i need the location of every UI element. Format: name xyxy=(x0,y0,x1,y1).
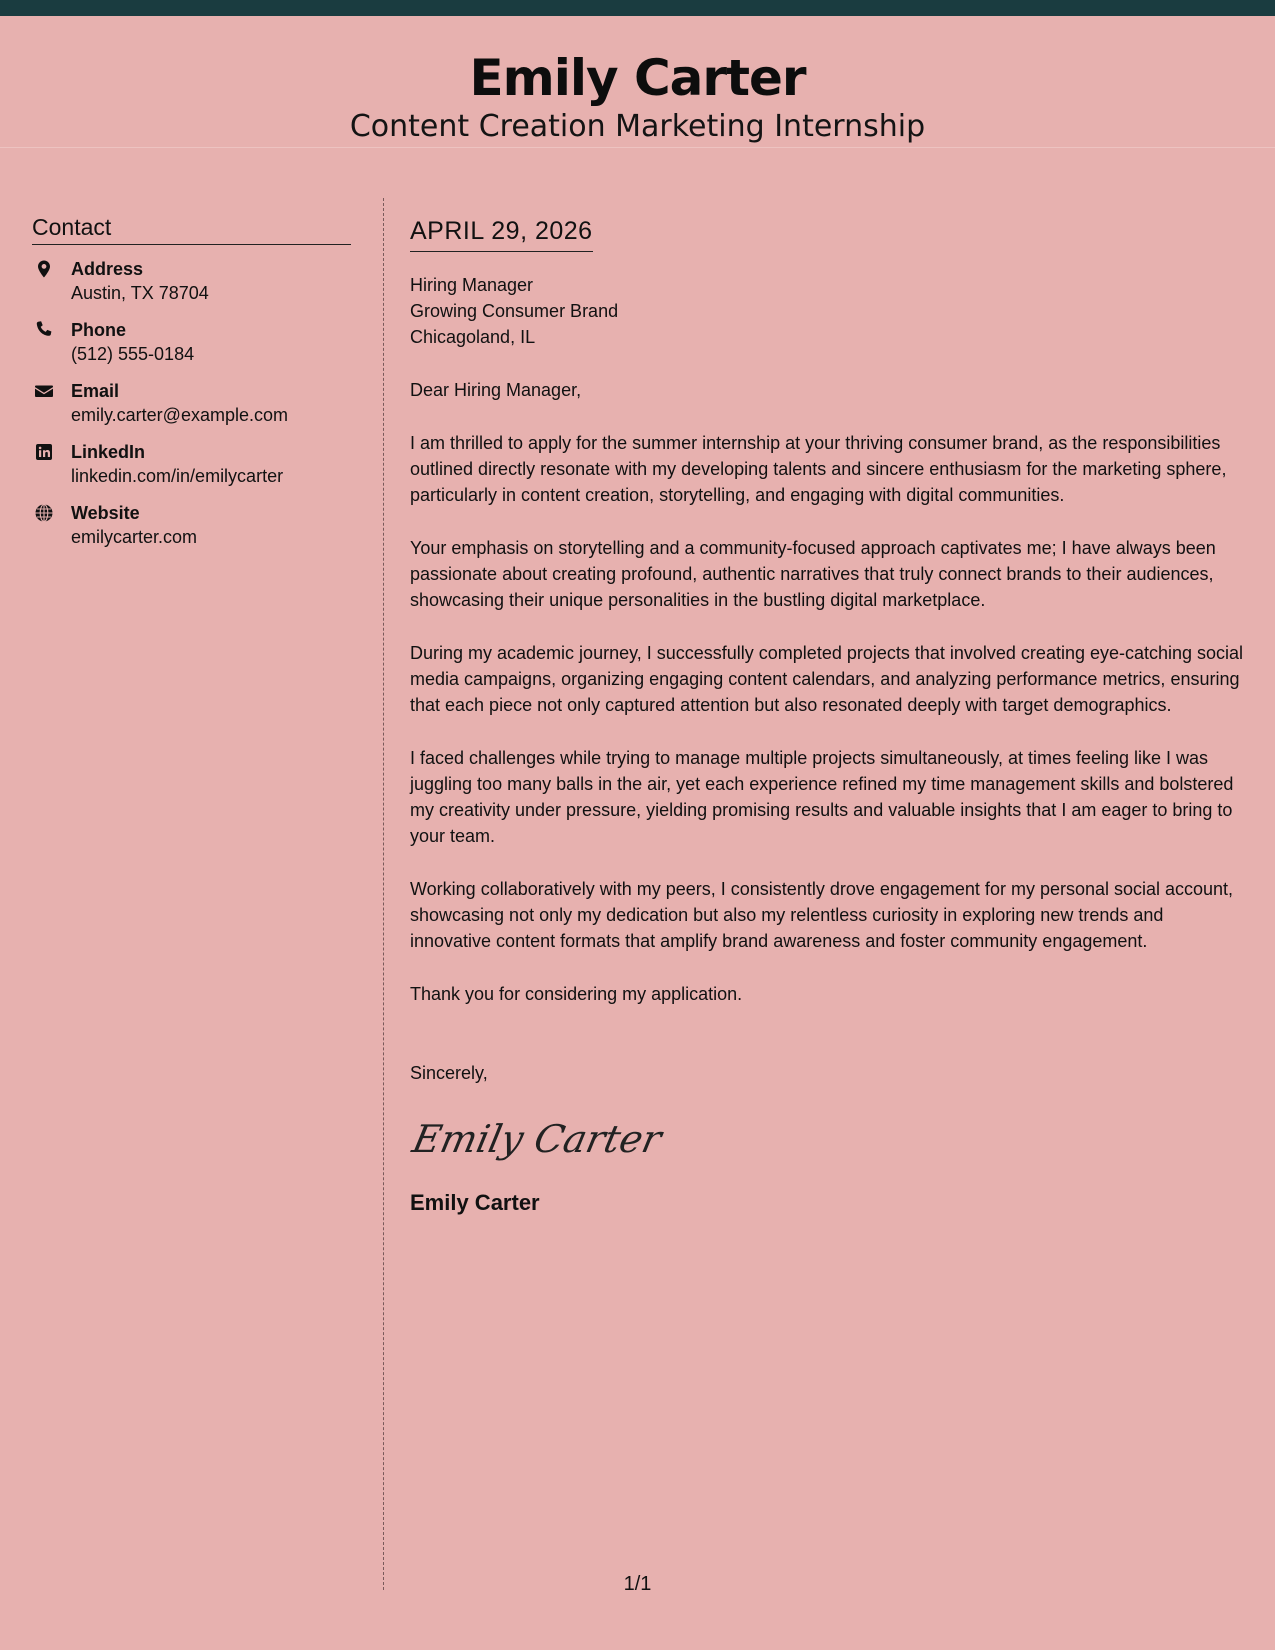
recipient-line: Growing Consumer Brand xyxy=(410,301,619,321)
letter-paragraph: I faced challenges while trying to manage multiple projects simultaneously, at times feeling like I was juggling too many balls in the air, yet each experience refined my time management skills and bolstered my creativity under pressure, yielding promising results and valuable insights that I am eager to bring to your team. xyxy=(410,748,1234,846)
letter-paragraph: Your emphasis on storytelling and a community-focused approach captivates me; I have always been passionate about creating profound, authentic narratives that truly connect brands to their audiences, showcasing their unique personalities in the bustling digital marketplace. xyxy=(410,538,1216,610)
top-accent-bar xyxy=(0,0,1275,16)
contact-value: (512) 555-0184 xyxy=(71,344,195,364)
applicant-name: Emily Carter xyxy=(469,49,806,107)
document-header xyxy=(0,16,1275,148)
contact-sidebar xyxy=(32,212,351,562)
phone-icon xyxy=(34,320,54,340)
contact-email xyxy=(32,379,351,427)
letter-paragraph: During my academic journey, I successfully completed projects that involved creating eye-catching social media campaigns, organizing engaging content calendars, and analyzing performance metrics, ensuring that each piece not only captured attention but also resonated deeply with target demographics. xyxy=(410,643,1244,715)
envelope-icon xyxy=(34,381,54,401)
contact-address xyxy=(32,257,351,305)
contact-phone xyxy=(32,318,351,366)
contact-label: Address xyxy=(71,259,144,279)
contact-label: Email xyxy=(71,381,120,401)
recipient-line: Chicagoland, IL xyxy=(410,327,536,347)
linkedin-icon xyxy=(34,442,54,462)
contact-value: emilycarter.com xyxy=(71,527,198,547)
page-number: 1/1 xyxy=(623,1573,652,1595)
contact-value: Austin, TX 78704 xyxy=(71,283,209,303)
position-title: Content Creation Marketing Internship xyxy=(349,109,926,144)
map-pin-icon xyxy=(34,259,54,279)
recipient-line: Hiring Manager xyxy=(410,275,534,295)
contact-label: LinkedIn xyxy=(71,442,146,462)
contact-label: Phone xyxy=(71,320,127,340)
contact-value: emily.carter@example.com xyxy=(71,405,288,425)
signed-name: Emily Carter xyxy=(410,1190,540,1215)
closing: Sincerely, xyxy=(410,1063,488,1083)
letter-body xyxy=(410,214,1246,1218)
signature-text: Emily Carter xyxy=(408,1117,666,1162)
letter-paragraph: Thank you for considering my application. xyxy=(410,984,743,1004)
column-divider xyxy=(383,198,384,1590)
letter-paragraph: I am thrilled to apply for the summer internship at your thriving consumer brand, as the responsibilities outlined directly resonate with my developing talents and sincere enthusiasm for the marketing sphere, particularly in content creation, storytelling, and engaging with digital communities. xyxy=(410,433,1227,505)
handwritten-signature xyxy=(410,1108,1246,1168)
salutation: Dear Hiring Manager, xyxy=(410,380,582,400)
contact-linkedin xyxy=(32,440,351,488)
contact-label: Website xyxy=(71,503,140,523)
contact-website xyxy=(32,501,351,549)
letter-date: APRIL 29, 2026 xyxy=(410,214,593,252)
contact-section-title: Contact xyxy=(32,212,351,245)
recipient-block xyxy=(410,272,1246,350)
contact-value: linkedin.com/in/emilycarter xyxy=(71,466,284,486)
letter-paragraph: Working collaboratively with my peers, I consistently drove engagement for my personal social account, showcasing not only my dedication but also my relentless curiosity in exploring new trends and innovative content formats that amplify brand awareness and foster community engagement. xyxy=(410,879,1234,951)
globe-icon xyxy=(34,503,54,523)
